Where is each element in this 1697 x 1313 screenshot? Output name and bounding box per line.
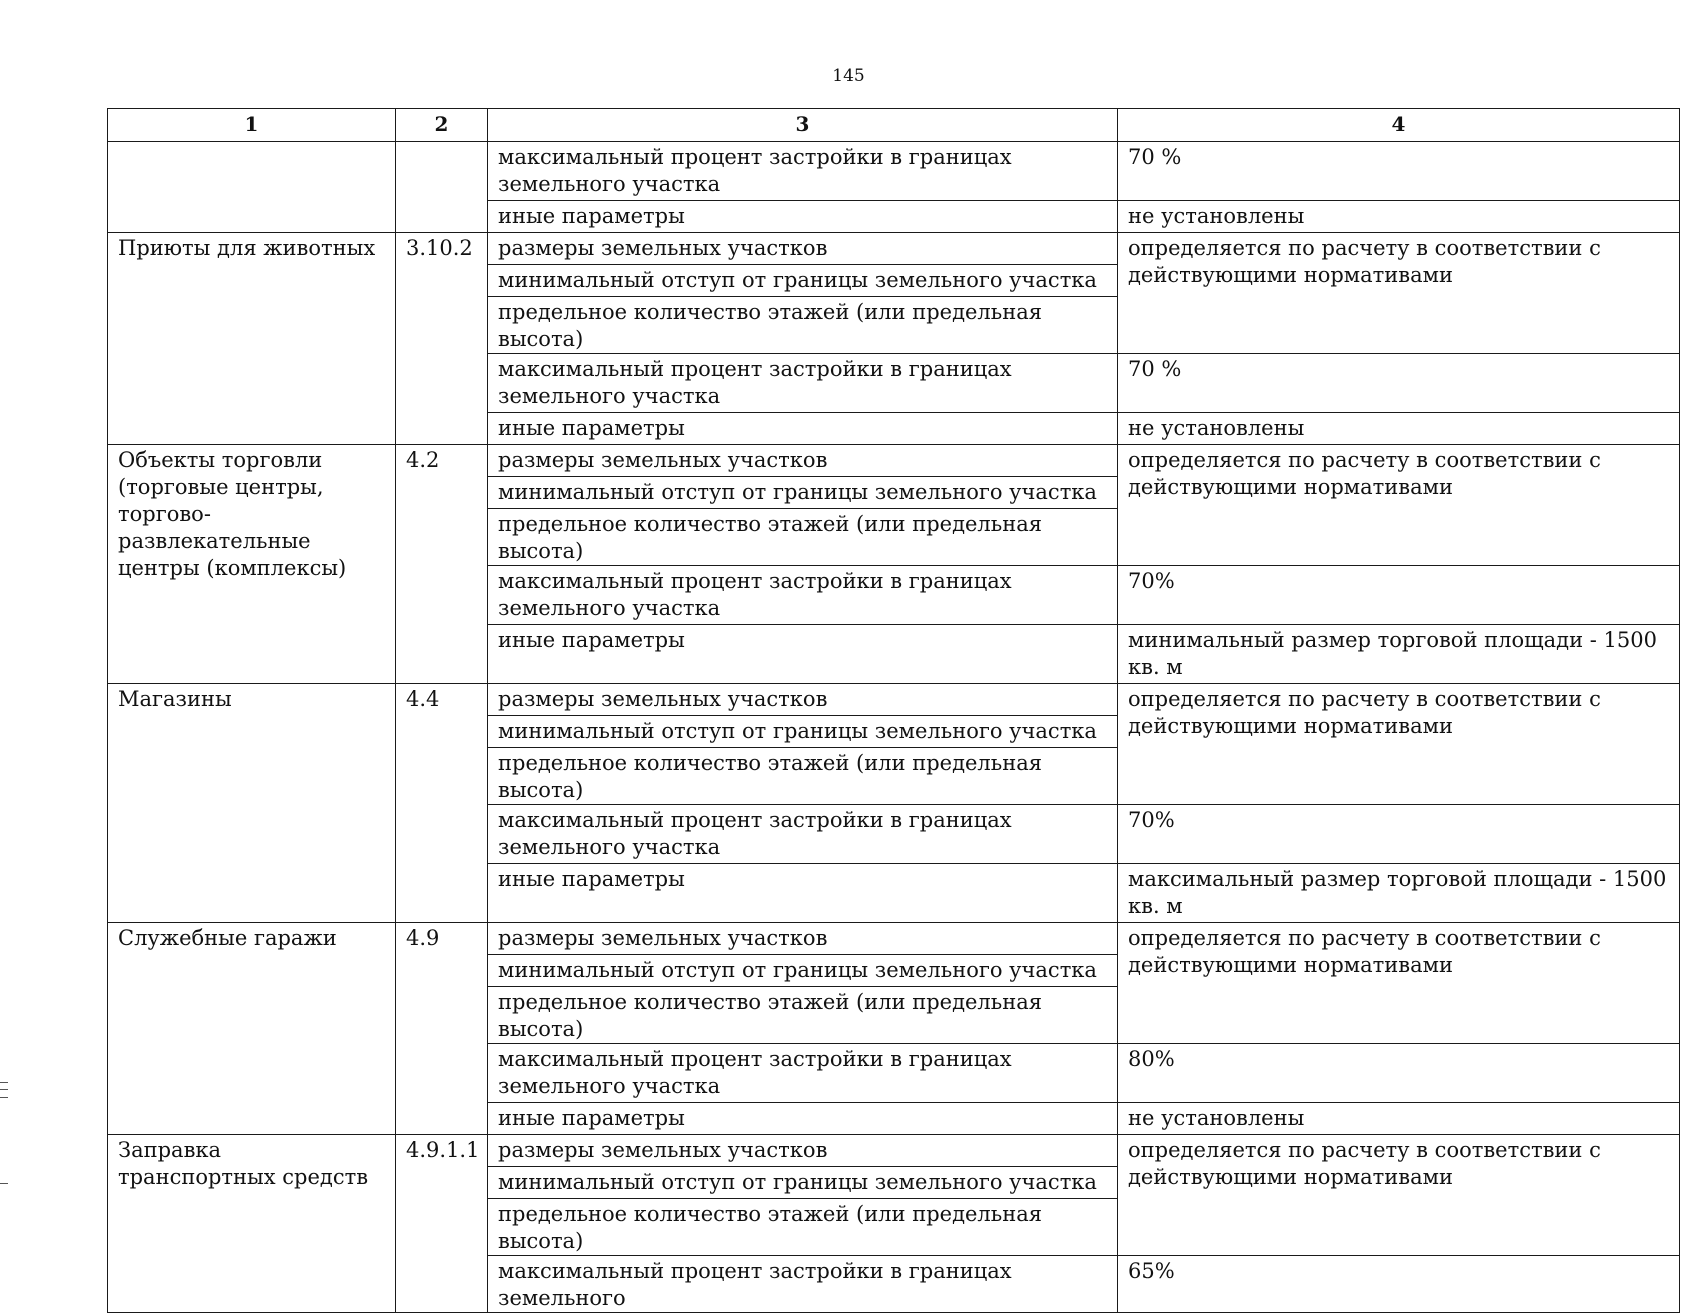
param-setback: минимальный отступ от границы земельного участка: [488, 955, 1118, 987]
table-row: [108, 1135, 1680, 1167]
value-coverage: 65%: [1118, 1256, 1680, 1313]
param-sizes: размеры земельных участков: [488, 233, 1118, 265]
param-floors: предельное количество этажей (или предельная высота): [488, 509, 1118, 566]
use-name: Заправка транспортных средств: [108, 1135, 396, 1313]
zoning-parameters-table: [107, 108, 1680, 1313]
param-coverage-truncated: максимальный процент застройки в границах земельного: [488, 1256, 1118, 1313]
scan-margin-dash: [0, 1183, 8, 1184]
param-other: иные параметры: [488, 625, 1118, 684]
use-code: 4.9.1.1: [396, 1135, 488, 1313]
value-coverage: 70%: [1118, 805, 1680, 864]
param-other: иные параметры: [488, 413, 1118, 445]
param-setback: минимальный отступ от границы земельного участка: [488, 477, 1118, 509]
use-code: 4.9: [396, 923, 488, 1135]
param-sizes: размеры земельных участков: [488, 445, 1118, 477]
use-name: Магазины: [108, 684, 396, 923]
table-row: [108, 233, 1680, 265]
value-by-norms: определяется по расчету в соответствии с действующими нормативами: [1118, 684, 1680, 805]
param-coverage: максимальный процент застройки в границах земельного участка: [488, 805, 1118, 864]
value-other: минимальный размер торговой площади - 1500 кв. м: [1118, 625, 1680, 684]
column-header-1: 1: [108, 109, 396, 142]
param-sizes: размеры земельных участков: [488, 684, 1118, 716]
param-setback: минимальный отступ от границы земельного участка: [488, 716, 1118, 748]
param-sizes: размеры земельных участков: [488, 1135, 1118, 1167]
param-coverage: максимальный процент застройки в границах земельного участка: [488, 354, 1118, 413]
column-header-3: 3: [488, 109, 1118, 142]
table-row: [108, 684, 1680, 716]
use-name: Объекты торговли (торговые центры, торгово-развлекательные центры (комплексы): [108, 445, 396, 684]
param-coverage: максимальный процент застройки в границах земельного участка: [488, 566, 1118, 625]
table-row: [108, 142, 1680, 201]
param-setback: минимальный отступ от границы земельного участка: [488, 265, 1118, 297]
value-by-norms: определяется по расчету в соответствии с действующими нормативами: [1118, 923, 1680, 1044]
use-name-cell-empty: [108, 142, 396, 233]
page-number: 145: [832, 66, 865, 86]
param-other: иные параметры: [488, 1103, 1118, 1135]
value-coverage: 80%: [1118, 1044, 1680, 1103]
param-other: иные параметры: [488, 864, 1118, 923]
param-floors: предельное количество этажей (или предельная высота): [488, 297, 1118, 354]
value-other: не установлены: [1118, 413, 1680, 445]
param-coverage: максимальный процент застройки в границах земельного участка: [488, 1044, 1118, 1103]
use-code: 4.2: [396, 445, 488, 684]
param-floors: предельное количество этажей (или предельная высота): [488, 987, 1118, 1044]
value-other: не установлены: [1118, 201, 1680, 233]
value-by-norms: определяется по расчету в соответствии с действующими нормативами: [1118, 445, 1680, 566]
param-sizes: размеры земельных участков: [488, 923, 1118, 955]
table-row: [108, 445, 1680, 477]
param-floors: предельное количество этажей (или предельная высота): [488, 1199, 1118, 1256]
table-row: [108, 923, 1680, 955]
value-other: максимальный размер торговой площади - 1500 кв. м: [1118, 864, 1680, 923]
value-by-norms: определяется по расчету в соответствии с действующими нормативами: [1118, 233, 1680, 354]
use-code: 4.4: [396, 684, 488, 923]
param-floors: предельное количество этажей (или предельная высота): [488, 748, 1118, 805]
param-other: иные параметры: [488, 201, 1118, 233]
param-setback: минимальный отступ от границы земельного участка: [488, 1167, 1118, 1199]
value-by-norms: определяется по расчету в соответствии с действующими нормативами: [1118, 1135, 1680, 1256]
value-other: не установлены: [1118, 1103, 1680, 1135]
column-header-4: 4: [1118, 109, 1680, 142]
value-coverage: 70%: [1118, 566, 1680, 625]
value-coverage: 70 %: [1118, 354, 1680, 413]
use-name: Служебные гаражи: [108, 923, 396, 1135]
scan-margin-marks: [0, 1082, 8, 1098]
column-header-2: 2: [396, 109, 488, 142]
param-coverage: максимальный процент застройки в границах земельного участка: [488, 142, 1118, 201]
table-header-row: [108, 109, 1680, 142]
use-code: 3.10.2: [396, 233, 488, 445]
value-coverage: 70 %: [1118, 142, 1680, 201]
use-code-cell-empty: [396, 142, 488, 233]
use-name: Приюты для животных: [108, 233, 396, 445]
